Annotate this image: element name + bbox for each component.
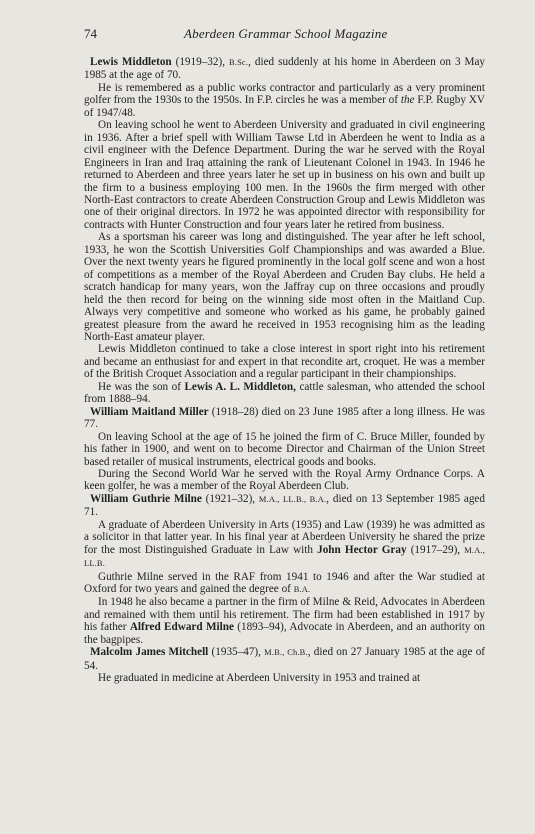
obituary-paragraph bbox=[84, 231, 485, 343]
obituary-paragraph bbox=[84, 519, 485, 571]
text-run: the bbox=[400, 94, 415, 107]
text-run: B.A. bbox=[293, 585, 311, 595]
text-run: On leaving school he went to Aberdeen University and graduated in civil engineering in 1936. After a brief spell with William Tawse Ltd in Aberdeen he went to India as a civil engineer with the Defence Department. During the war he served with the Royal Engineers in Iran and Iraq attaining the rank of Lieutenant Colonel in 1943. In 1946 he returned to Aberdeen and three years later he set up in business on his own and built up the firm to a business employing 100 men. In the 1960s the firm merged with other North-East contractors to create Aberdeen Construction Group and Lewis Middleton was one of their original directors. In 1972 he was appointed director with responsibility for contracts with Hunter Construction and four years later he retired from business. bbox=[84, 119, 485, 231]
obituary-paragraph bbox=[84, 571, 485, 597]
text-run: F.P. Rugby XV of 1947/48. bbox=[84, 94, 485, 119]
text-run: M.B., Ch.B. bbox=[264, 648, 308, 658]
obituary-paragraph bbox=[84, 596, 485, 646]
text-run: During the Second World War he served with the Royal Army Ordnance Corps. A keen golfer, he was a member of the Royal Aberdeen Club. bbox=[84, 467, 485, 493]
text-run: On leaving School at the age of 15 he joined the firm of C. Bruce Miller, founded by his father in 1900, and went on to become Director and Chairman of the Union Street based retailer of musical instruments, electrical goods and books. bbox=[84, 430, 485, 468]
text-run: (1935–47), bbox=[208, 646, 265, 659]
text-run: Guthrie Milne served in the RAF from 1941 to 1946 and after the War studied at Oxford for two years and gained the degree of bbox=[84, 570, 485, 596]
page-header bbox=[84, 26, 485, 48]
person-name: Lewis Middleton bbox=[90, 56, 172, 68]
text-run: As a sportsman his career was long and distinguished. The year after he left school, 1933, he won the Scottish Universities Golf Championships and was awarded a Blue. Over the next twenty years he figured prominently in the local golf scene and won a host of competitions as a member of the Royal Aberdeen and Cruden Bay clubs. He held a scratch handicap for many years, won the Jaffray cup on three occasions and proudly held the then record for being on the winning side most often in the Maitland Cup. Always very competitive and someone who worked as his game, he probably gained greatest pleasure from the award he received in 1953 recognising him as the leading North-East amateur player. bbox=[84, 231, 485, 343]
person-name: William Guthrie Milne bbox=[90, 492, 202, 505]
text-run: He was the son of bbox=[98, 380, 185, 393]
text-run: (1893–94), Advocate in Aberdeen, and an authority on the bagpipes. bbox=[84, 621, 486, 646]
person-name: Malcolm James Mitchell bbox=[90, 646, 209, 659]
obituary-paragraph bbox=[84, 672, 485, 684]
text-run: M.A., LL.B., B.A. bbox=[258, 494, 327, 504]
person-name: John Hector Gray bbox=[317, 543, 407, 556]
person-name: William Maitland Miller bbox=[90, 405, 209, 418]
page-number: 74 bbox=[84, 26, 97, 41]
journal-title: Aberdeen Grammar School Magazine bbox=[184, 26, 388, 41]
obituary-entry-paragraph bbox=[84, 646, 485, 672]
obituary-entry-paragraph bbox=[84, 406, 485, 431]
obituary-paragraph bbox=[84, 343, 485, 380]
text-run: M.A., LL.B. bbox=[84, 545, 486, 569]
obituary-paragraph bbox=[84, 381, 485, 406]
text-run: A graduate of Aberdeen University in Arts (1935) and Law (1939) he was admitted as a solicitor in that latter year. In his final year at Aberdeen University he shared the prize for the most Distinguished Graduate in Law with bbox=[84, 518, 485, 556]
text-run: (1919–32), bbox=[171, 56, 229, 68]
obituary-paragraph bbox=[84, 468, 485, 493]
text-run: He is remembered as a public works contractor and particularly as a very prominent golfer from the 1930s to the 1950s. In F.P. circles he was a member of bbox=[84, 81, 485, 107]
text-run: In 1948 he also became a partner in the firm of Milne & Reid, Advocates in Aberdeen and remained with them until his retirement. The firm had been established in 1917 by his father bbox=[84, 596, 485, 634]
person-name: Alfred Edward Milne bbox=[129, 621, 234, 634]
obituary-entry-paragraph bbox=[84, 56, 485, 82]
text-run: (1917–29), bbox=[406, 543, 465, 556]
text-run: (1921–32), bbox=[201, 492, 259, 505]
text-run: , died suddenly at his home in Aberdeen on 3 May 1985 at the age of 70. bbox=[84, 56, 486, 82]
obituary-paragraph bbox=[84, 431, 485, 468]
text-run: Lewis Middleton continued to take a close interest in sport right into his retirement and became an enthusiast for and expert in that recondite art, croquet. He was a member of the British Croquet Association and a regular participant in their championships. bbox=[84, 343, 485, 381]
obituary-text bbox=[84, 56, 485, 685]
text-run: , died on 13 September 1985 aged 71. bbox=[84, 492, 485, 519]
obituary-paragraph bbox=[84, 82, 485, 119]
text-run: He graduated in medicine at Aberdeen University in 1953 and trained at bbox=[98, 672, 421, 685]
text-run: , died on 27 January 1985 at the age of 54. bbox=[84, 646, 486, 672]
obituary-paragraph bbox=[84, 119, 485, 231]
text-run: B.Sc. bbox=[228, 58, 249, 67]
obituary-entry-paragraph bbox=[84, 493, 485, 519]
text-run: cattle salesman, who attended the school from 1888–94. bbox=[84, 380, 485, 406]
text-run: (1918–28) died on 23 June 1985 after a long illness. He was 77. bbox=[84, 405, 485, 431]
person-name: Lewis A. L. Middleton, bbox=[184, 380, 296, 393]
